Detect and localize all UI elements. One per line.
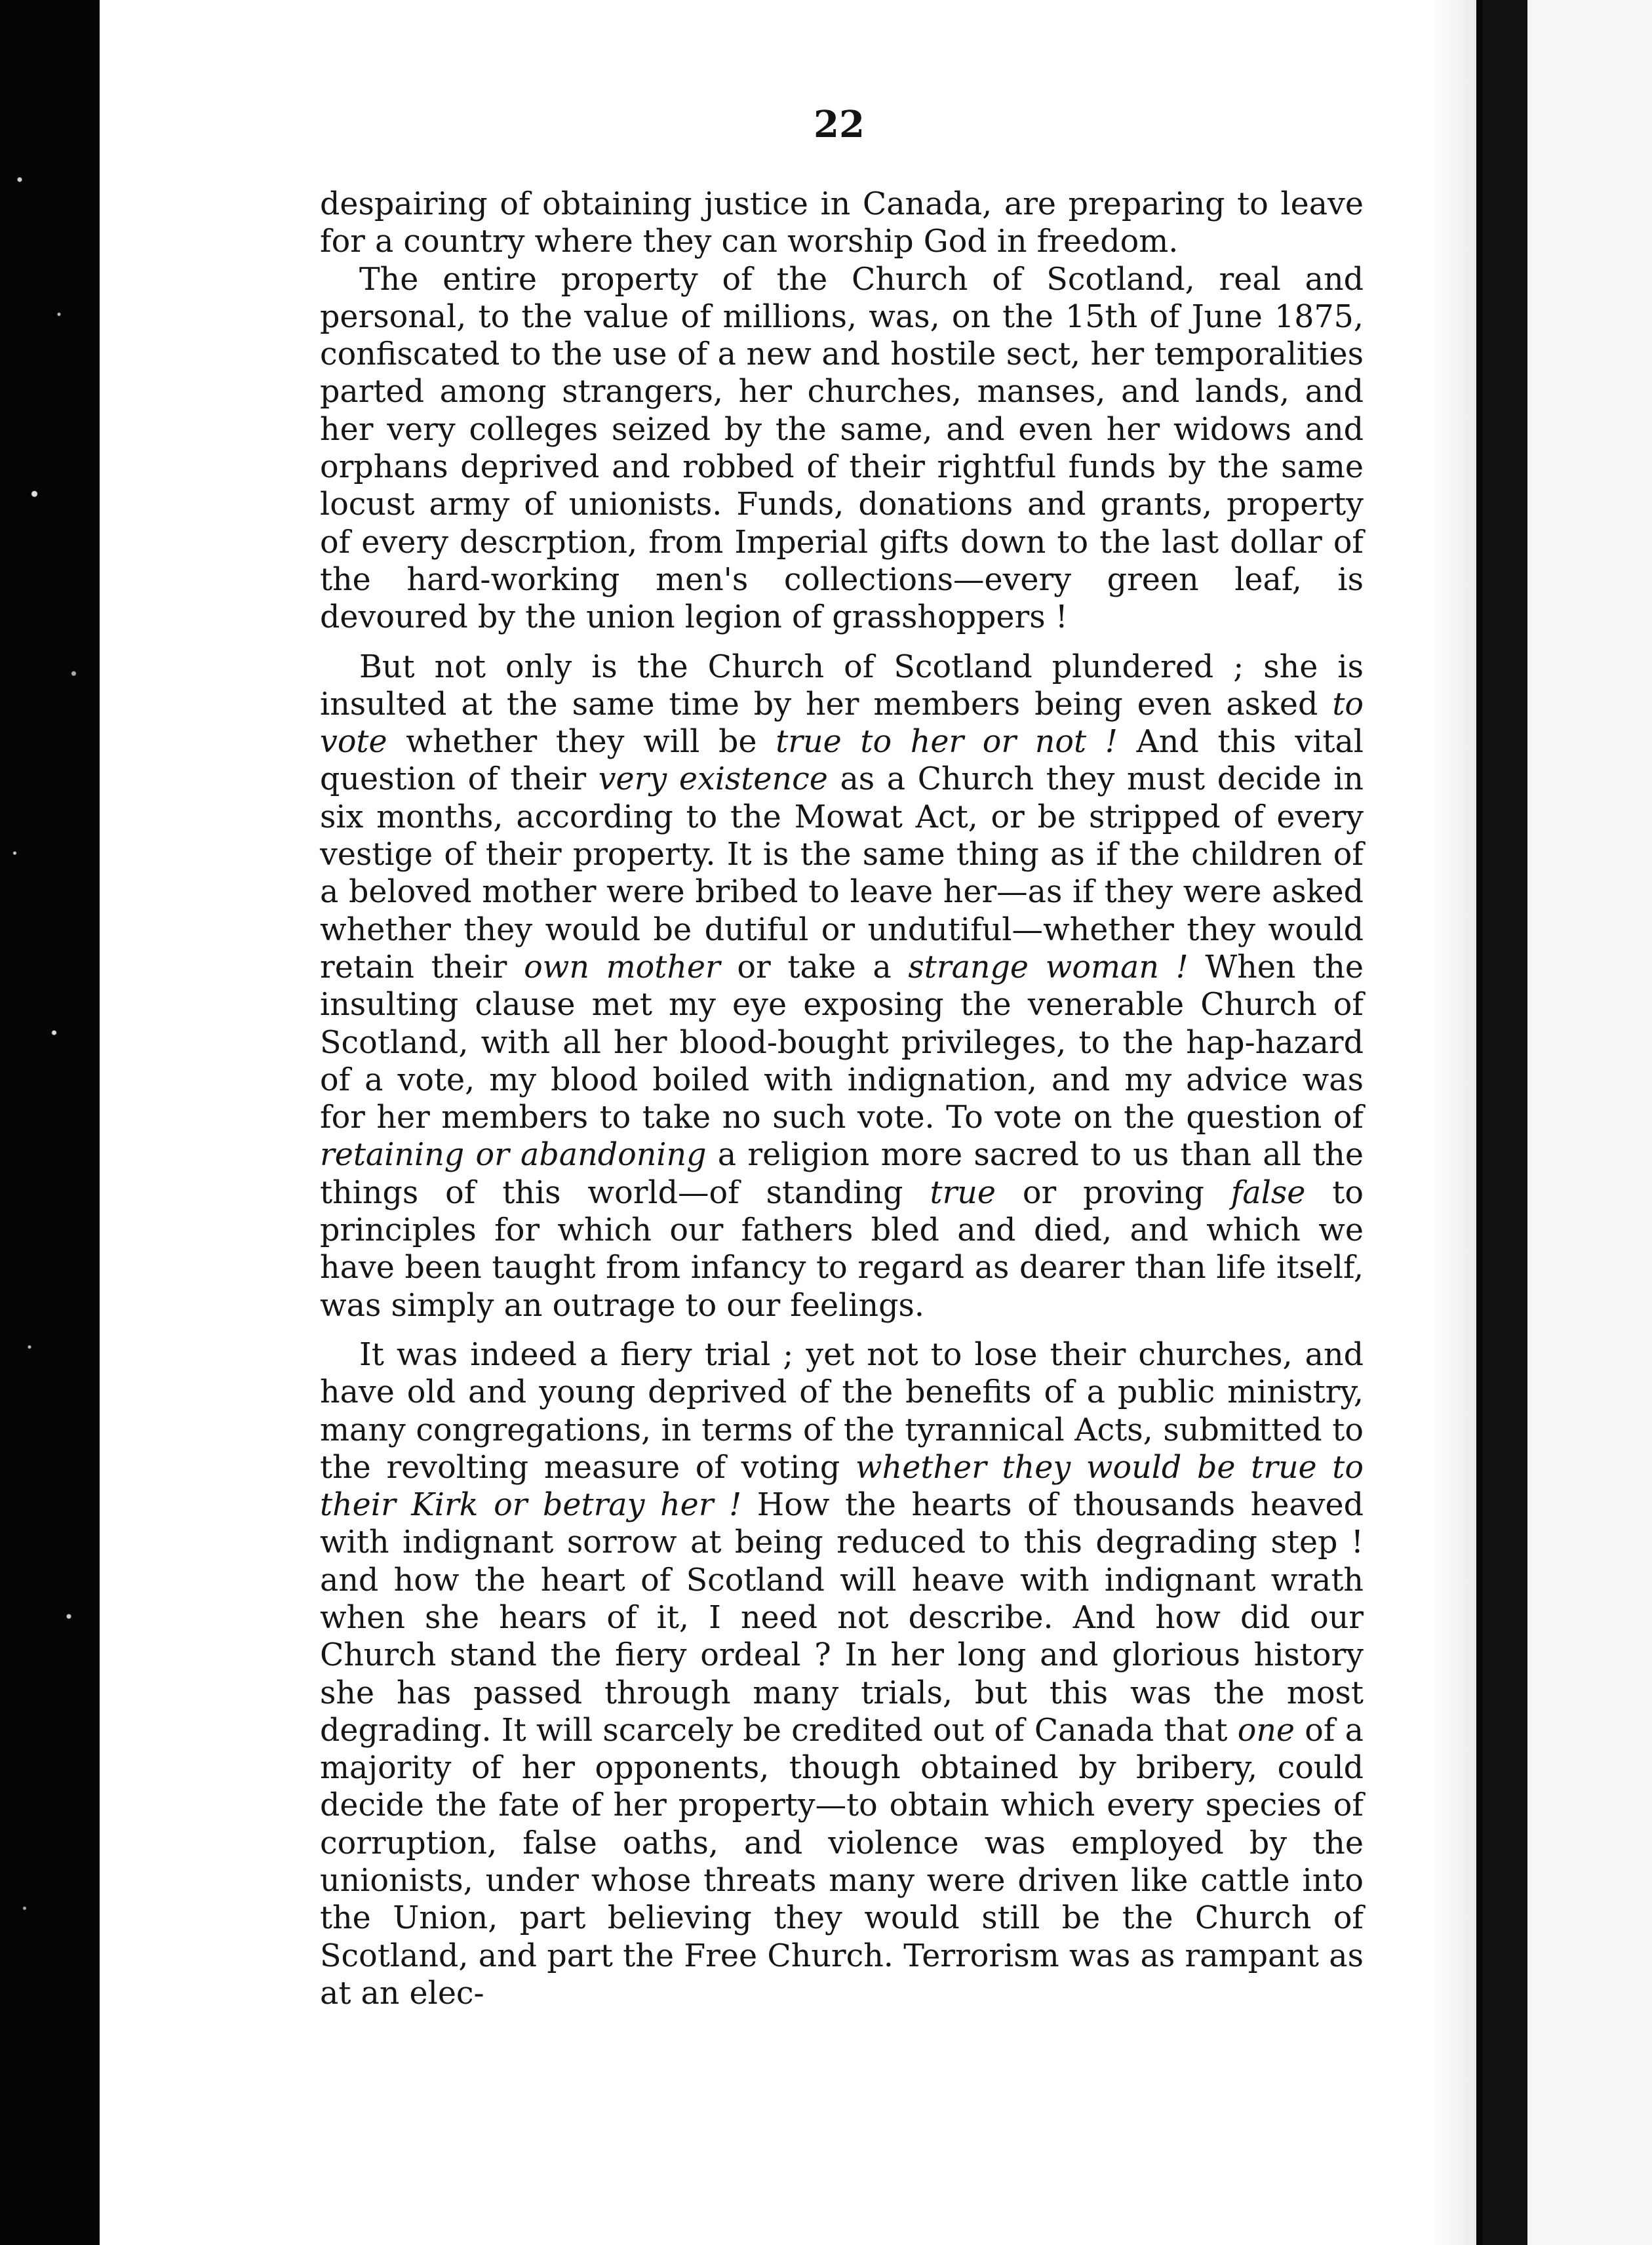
- text-run: When the insulting clause met my eye exposing the venerable Church of Scotland, with all her blood-bought privileges, to the hap-hazard of a vote, my blood boiled with indignation, and my advice was for her members to take no such vote. To vote on the question of: [320, 949, 1364, 1136]
- text-run: It was indeed a fiery trial ; yet not to lose their churches, and have old and young deprived of the benefits of a public ministry, many congregations, in terms of the tyrannical Acts, submitted to the revolting measure of voting: [320, 1336, 1364, 1486]
- text-run: or proving: [995, 1174, 1231, 1211]
- text-run: as a Church they must decide in six months, according to the Mowat Act, or be stripped of every vestige of their property. It is the same thing as if the children of a beloved mother were bribed to leave her—as if they were asked whether they would be dutiful or undutiful—whether they would retain their: [320, 761, 1364, 985]
- paragraph-4: [320, 1336, 1364, 2012]
- adjacent-page-edge: [1527, 0, 1652, 2245]
- italic-text: false: [1230, 1174, 1306, 1211]
- italic-text: retaining or abandoning: [320, 1137, 707, 1174]
- italic-text: true to her or not !: [776, 724, 1118, 761]
- paragraph-2: [320, 261, 1364, 637]
- text-run: a religion more sacred to us than all the things of this world—of standing: [320, 1137, 1364, 1211]
- italic-text: whether they would be true to their Kirk or betray her !: [320, 1449, 1364, 1524]
- paragraph-1: [320, 186, 1364, 261]
- text-run: to principles for which our fathers bled and died, and which we have been taught from infancy to regard as dearer than life itself, was simply an outrage to our feelings.: [320, 1174, 1364, 1324]
- italic-text: to vote: [320, 686, 1364, 761]
- italic-text: true: [930, 1174, 996, 1211]
- text-run: despairing of obtaining justice in Canada, are preparing to leave for a country where they can worship God in freedom.: [320, 186, 1364, 260]
- page-body: [320, 186, 1364, 2012]
- paragraph-3: [320, 648, 1364, 1324]
- text-run: or take a: [720, 949, 909, 985]
- page-number: 22: [814, 103, 865, 146]
- text-run: How the hearts of thousands heaved with indignant sorrow at being reduced to this degrading step ! and how the heart of Scotland will heave with indignant wrath when she hears of it, I need not describe. And how did our Church stand the fiery ordeal ? In her long and glorious history she has passed through many trials, but this was the most degrading. It will scarcely be credited out of Canada that: [320, 1487, 1364, 1749]
- italic-text: strange woman !: [908, 949, 1189, 985]
- text-run: The entire property of the Church of Scotland, real and personal, to the value of millions, was, on the 15th of June 1875, confiscated to the use of a new and hostile sect, her temporalities parted among strangers, her churches, manses, and lands, and her very colleges seized by the same, and even her widows and orphans deprived and robbed of their rightful funds by the same locust army of unionists. Funds, donations and grants, property of every descrption, from Imperial gifts down to the last dollar of the hard-working men's collections—every green leaf, is devoured by the union legion of grasshoppers !: [320, 261, 1364, 636]
- italic-text: very existence: [598, 761, 828, 798]
- text-run: And this vital question of their: [320, 724, 1364, 798]
- text-run: But not only is the Church of Scotland plundered ; she is insulted at the same time by her members being even asked: [320, 648, 1364, 723]
- scan-margin: [0, 0, 98, 2245]
- book-gutter: [1483, 0, 1527, 2245]
- italic-text: own mother: [524, 949, 720, 985]
- text-run: of a majority of her opponents, though obtained by bribery, could decide the fate of her property—to obtain which every species of corruption, false oaths, and violence was employed by the unionists, under whose threats many were driven like cattle into the Union, part believing they would still be the Church of Scotland, and part the Free Church. Terrorism was as rampant as at an elec-: [320, 1712, 1364, 2012]
- italic-text: one: [1237, 1712, 1295, 1749]
- text-run: whether they will be: [387, 724, 776, 761]
